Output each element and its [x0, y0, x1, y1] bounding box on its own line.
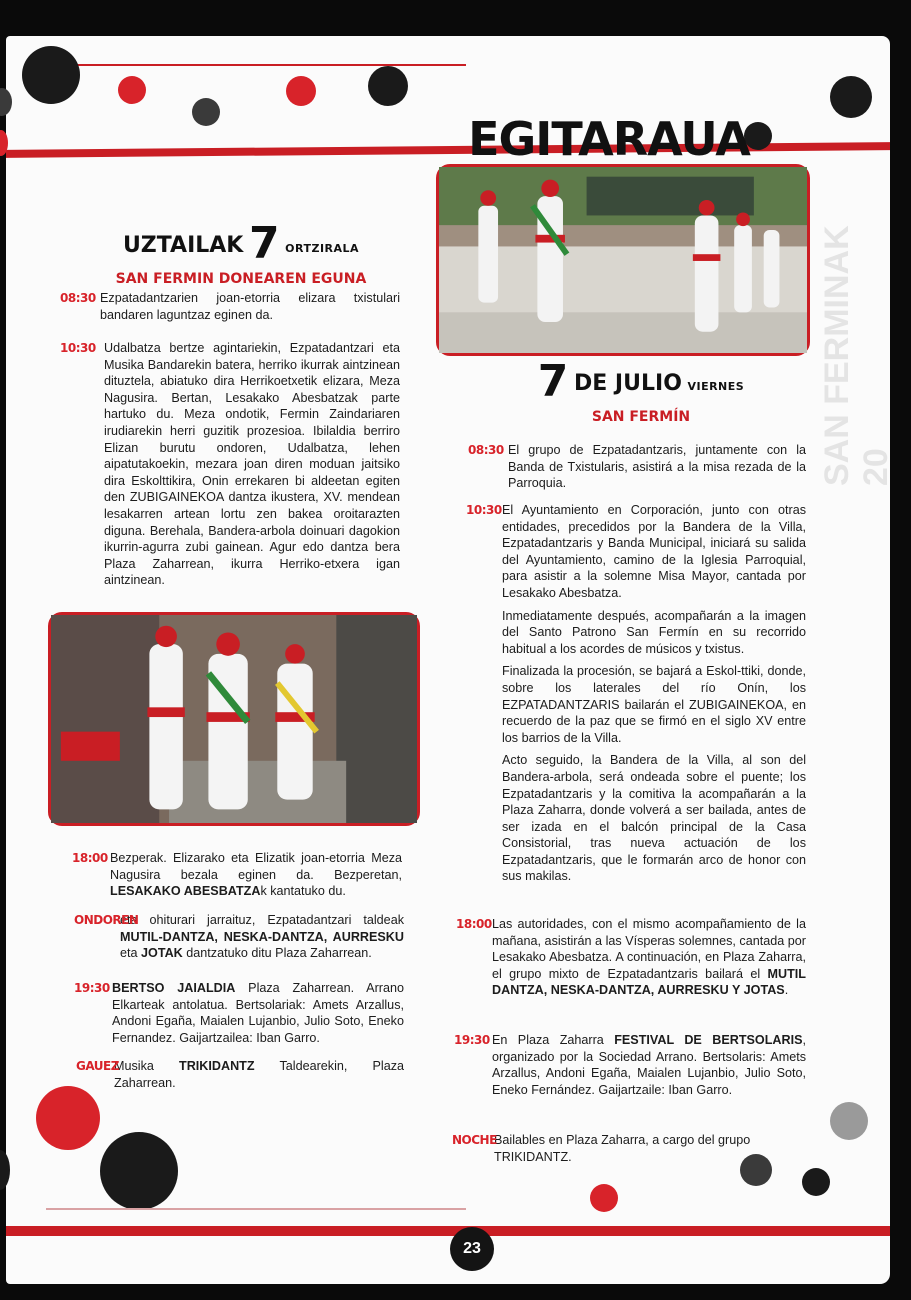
- event-text: dantzatuko ditu Plaza Zaharrean.: [182, 946, 372, 961]
- spanish-weekday: VIERNES: [687, 380, 745, 393]
- decor-dot: [118, 76, 146, 104]
- event-text-bold: FESTIVAL DE BERTSOLARIS: [614, 1033, 803, 1047]
- decor-dot: [740, 1154, 772, 1186]
- event-text-bold: JOTAK: [141, 946, 183, 961]
- event-time: ONDOREN: [74, 913, 139, 927]
- spanish-event-1030: [466, 502, 806, 885]
- bottom-red-band: [6, 1226, 890, 1236]
- event-text: Ezpatadantzarien joan-etorria elizara txistulari bandaren laguntzaz eginen da.: [100, 291, 400, 322]
- spanish-event-0830: [468, 442, 806, 492]
- spanish-event-noche: [452, 1132, 792, 1165]
- event-time: 18:00: [456, 917, 492, 931]
- page-title: EGITARAUA: [468, 112, 750, 166]
- decor-dot: [830, 1102, 868, 1140]
- spanish-event-1800: [456, 916, 806, 999]
- event-text: Musika: [114, 1059, 180, 1073]
- basque-event-gauez: [76, 1058, 404, 1091]
- event-time: 10:30: [466, 503, 502, 517]
- spanish-day-number: 7: [537, 356, 569, 407]
- event-time: 08:30: [468, 443, 504, 457]
- event-time: 10:30: [60, 341, 96, 355]
- event-time: 19:30: [454, 1033, 490, 1047]
- decor-dot: [36, 1086, 100, 1150]
- event-text-bold: TRIKIDANTZ: [179, 1059, 255, 1073]
- decor-dot: [192, 98, 220, 126]
- event-text: Taldearekin, Plaza Zaharrean.: [114, 1059, 404, 1090]
- basque-month: UZTAILAK: [122, 233, 244, 258]
- event-text: Las autoridades, con el mismo acompañamiento de la mañana, asistirán a las Vísperas solemnes, cantada por Lesakako Abesbatza. A continuación, en Plaza Zaharra, el grupo mixto de Ezpatadantzaris bailará el: [492, 917, 806, 981]
- event-text: Plaza Zaharrean. Arrano Elkarteak antolatua. Bertsolariak: Amets Arzallus, Andoni Egaña, Maialen Lujanbio, Julio Soto, Eneko Fernandez. Gaijartzailea: Iban Garro.: [112, 981, 404, 1045]
- decor-dot: [286, 76, 316, 106]
- basque-event-0830: [60, 290, 400, 323]
- page-number: 23: [450, 1227, 494, 1271]
- event-text: Inmediatamente después, acompañarán a la imagen del Santo Patrono San Fermín en su recorrido habitual a los acordes de músicos y txistus.: [502, 608, 806, 656]
- decor-dot: [590, 1184, 618, 1212]
- event-time: 18:00: [72, 851, 108, 865]
- dancers-photo-procession: [48, 612, 420, 826]
- event-text: Finalizada la procesión, se bajará a Eskol-ttiki, donde, sobre los laterales del río Onín, los EZPATADANTZARIS bailarán el ZUBIGAINEKOA, en recuerdo de la paz que se firmó en el siglo XV entre los barrios de la Villa.: [502, 664, 806, 745]
- event-text-bold: BERTSO JAIALDIA: [112, 981, 236, 995]
- event-text: Udalbatza bertze agintariekin, Ezpatadantzari eta Musika Bandarekin batera, herriko ikurrak aintzinean dituztela, abiatuko dira Herrikoetxetik elizara, Meza Nagusira. Bertan, Lesakako Abesbatzak parte hartuko du. Meza ondotik, Fermin Zaindariaren irudiarekin herri guzitik prozesioa. Ibilaldia berriro Elizan burutu ondoren, Udalbatza, lehen aipatutakoekin, mezara joan diren moduan jaitsiko dira Eskolttikira, Onin errekaren bi aldeetan egiten den ZUBIGAINEKOA dantza ikustera, XV. mendean lesakarren artean lortu zen bakea oroitarazten diguna. Berehala, Bandera-arbola doinuari dagokion ikurrin-agurra zubi gainean. Agur edo dantza bera Plaza Zaharrean, ikurra Herriko-etxera igan aintzinean.: [104, 341, 400, 588]
- event-text: eta: [120, 946, 142, 961]
- basque-weekday: ORTZIRALA: [285, 242, 360, 255]
- event-time: 19:30: [74, 981, 110, 995]
- basque-day-subtitle: SAN FERMIN DONEAREN EGUNA: [115, 271, 367, 287]
- event-text: Bezperak. Elizarako eta Elizatik joan-etorria Meza Nagusira bezala eginen da. Bezperetan,: [110, 851, 402, 882]
- basque-event-1930: [74, 980, 404, 1046]
- event-text: Bailables en Plaza Zaharra, a cargo del grupo TRIKIDANTZ.: [494, 1133, 751, 1164]
- side-watermark: SAN FERMINAK 20: [818, 225, 895, 486]
- event-time: NOCHE: [452, 1133, 497, 1147]
- basque-event-1800: [72, 850, 402, 900]
- spanish-event-1930: [454, 1032, 806, 1098]
- basque-event-ondoren: [74, 912, 404, 962]
- basque-event-1030: [60, 340, 400, 589]
- program-page: [6, 36, 895, 1284]
- basque-day-number: 7: [248, 218, 280, 269]
- dancers-photo-square: [436, 164, 810, 356]
- top-red-line: [26, 64, 466, 66]
- event-time: 08:30: [60, 291, 96, 305]
- procession-photo-image: [51, 615, 417, 823]
- decor-dot: [802, 1168, 830, 1196]
- bottom-red-line: [46, 1208, 466, 1210]
- spanish-day-subtitle: SAN FERMÍN: [591, 409, 691, 425]
- dancers-photo-image: [439, 167, 807, 353]
- event-text-bold: LESAKAKO ABESBATZA: [110, 884, 261, 899]
- event-text: .: [784, 983, 789, 998]
- decor-dot: [830, 76, 872, 118]
- event-text-bold: MUTIL DANTZA, NESKA-DANTZA, AURRESKU Y JOTAS: [492, 966, 806, 998]
- event-text: k kantatuko du.: [260, 884, 346, 899]
- event-text-bold: MUTIL-DANTZA, NESKA-DANTZA, AURRESKU: [120, 929, 404, 944]
- event-text: El grupo de Ezpatadantzaris, juntamente con la Banda de Txistularis, asistirá a la misa rezada de la Parroquia.: [508, 443, 806, 491]
- spanish-month: DE JULIO: [573, 371, 682, 396]
- decor-dot: [100, 1132, 178, 1210]
- event-time: GAUEZ: [76, 1059, 119, 1073]
- event-text: En Plaza Zaharra: [492, 1033, 615, 1047]
- event-text: El Ayuntamiento en Corporación, junto con otras entidades, precedidos por la Bandera de la Villa, Ezpatadantzaris y Banda Municipal, iniciará su salida del Ayuntamiento, camino de la Iglesia Parroquial, para asistir a la solemne Misa Mayor, cantada por Lesakako Abesbatza.: [502, 503, 806, 600]
- decor-dot: [22, 46, 80, 104]
- decor-dot: [368, 66, 408, 106]
- event-text: Acto seguido, la Bandera de la Villa, al son del Bandera-arbola, será ondeada sobre el puente; los Ezpatadantzaris y la comitiva la acompañarán a la Plaza Zaharra, donde volverá a ser bailada, antes de ser izada en el balcón principal de la Casa Consistorial, tras nueva actuación de los Ezpatadantzaris, que le formarán arco de honor con sus makilas.: [502, 753, 806, 884]
- event-text: , organizado por la Sociedad Arrano. Bertsolaris: Amets Arzallus, Andoni Egaña, Maialen Lujanbio, Julio Soto, Eneko Fernández. Gaijartzaile: Iban Garro.: [492, 1033, 806, 1097]
- basque-day-header: [86, 218, 396, 287]
- spanish-day-header: [506, 356, 776, 425]
- event-text: eta ohiturari jarraituz, Ezpatadantzari taldeak: [120, 913, 404, 927]
